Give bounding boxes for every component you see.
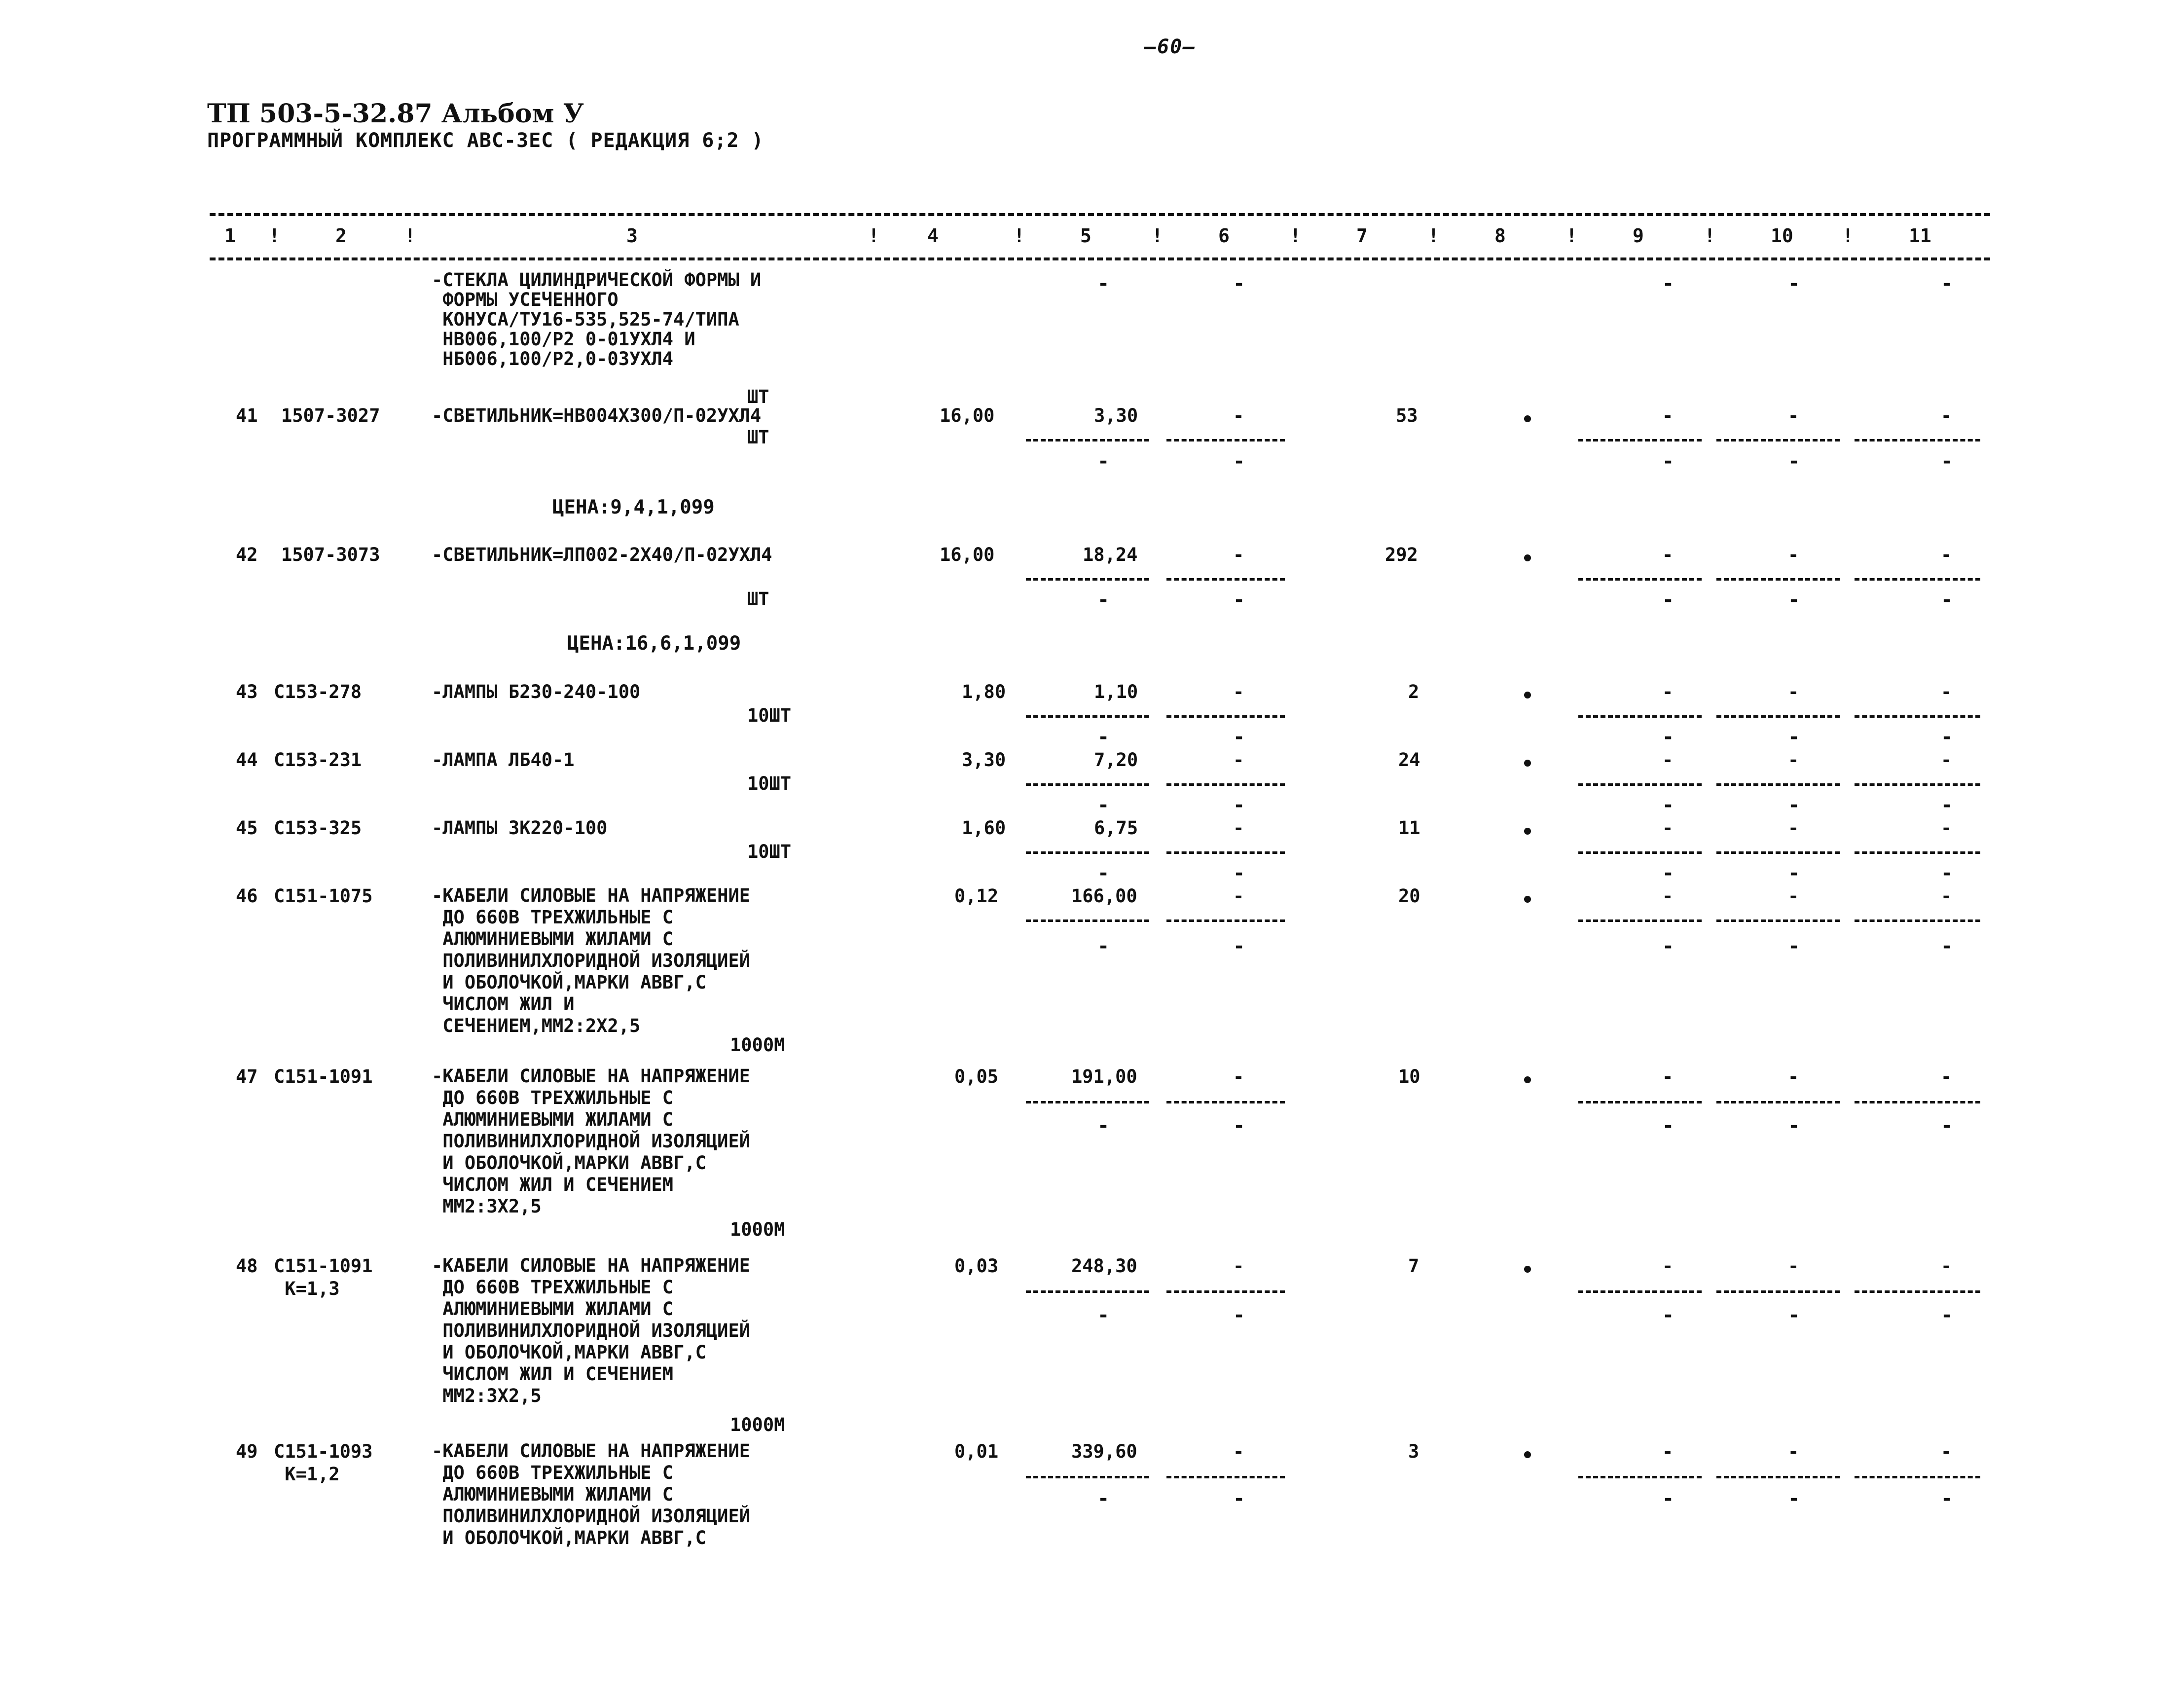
row-code: С151-1091 К=1,3: [274, 1255, 373, 1299]
row-col11: -: [1941, 544, 1952, 565]
row-col4: 1,80: [962, 681, 1006, 702]
row-col8-marker: [1524, 896, 1531, 903]
row-col7: 53: [1396, 405, 1418, 426]
row-col9: -: [1662, 544, 1674, 565]
row-col11: -: [1941, 749, 1952, 771]
row-number: 44: [236, 749, 258, 771]
row-code: С151-1091: [274, 1066, 373, 1087]
row-col8-marker: [1524, 1266, 1531, 1273]
row-col8-marker: [1524, 1451, 1531, 1458]
col-header-8: 8: [1494, 225, 1506, 247]
row-col11: -: [1941, 817, 1952, 839]
row-number: 42: [236, 544, 258, 565]
row-unit: ШТ: [747, 588, 769, 610]
row-name: -ЛАМПЫ ЗК220-100: [432, 817, 608, 839]
row-col9: -: [1662, 817, 1674, 839]
row-col7: 24: [1398, 749, 1420, 771]
row-col7: 11: [1398, 817, 1420, 839]
row-col7: 3: [1408, 1441, 1420, 1462]
row-col10: -: [1788, 885, 1799, 907]
row-price: ЦЕНА:16,6,1,099: [567, 632, 741, 655]
row-col7: 2: [1408, 681, 1420, 702]
row-code: 1507-3073: [281, 544, 380, 565]
row-col11: -: [1941, 681, 1952, 702]
row-unit: 1000М: [730, 1034, 785, 1056]
row-col4: 16,00: [940, 405, 995, 426]
row-col6: -: [1233, 1066, 1244, 1087]
col-header-5: 5: [1080, 225, 1092, 247]
col-header-9: 9: [1633, 225, 1644, 247]
row-number: 47: [236, 1066, 258, 1087]
row-col6: -: [1233, 885, 1244, 907]
row-code: С153-278: [274, 681, 362, 702]
row-col9: -: [1662, 885, 1674, 907]
row-col7: 20: [1398, 885, 1420, 907]
row-col4: 16,00: [940, 544, 995, 565]
row-name: -ЛАМПЫ Б230-240-100: [432, 681, 641, 702]
row-col11: -: [1941, 1255, 1952, 1277]
row-col6: -: [1233, 817, 1244, 839]
row-col5: 6,75: [1094, 817, 1138, 839]
row-unit: 1000М: [730, 1414, 785, 1435]
page-number: —60—: [1144, 36, 1196, 58]
row-col6: -: [1233, 405, 1244, 426]
table-top-rule: [210, 213, 1990, 216]
row-col5: 248,30: [1071, 1255, 1137, 1277]
row-col8-marker: [1524, 415, 1531, 422]
row-col10: -: [1788, 681, 1799, 702]
row-name: -КАБЕЛИ СИЛОВЫЕ НА НАПРЯЖЕНИЕ ДО 660В ТРЕХЖИЛЬНЫЕ С АЛЮМИНИЕВЫМИ ЖИЛАМИ С ПОЛИВИНИЛХЛОРИДНОЙ ИЗОЛЯЦИЕЙ И ОБОЛОЧКОЙ,МАРКИ АВВГ,С ЧИСЛОМ ЖИЛ И СЕЧЕНИЕМ,ММ2:2Х2,5: [432, 885, 751, 1036]
row-col9: -: [1662, 1441, 1674, 1462]
row-col5: 166,00: [1071, 885, 1137, 907]
col-header-10: 10: [1771, 225, 1793, 247]
row-col5: 191,00: [1071, 1066, 1137, 1087]
col-header-2: 2: [335, 225, 347, 247]
row-col10: -: [1788, 749, 1799, 771]
row-col4: 0,12: [954, 885, 999, 907]
row-number: 45: [236, 817, 258, 839]
row-col8-marker: [1524, 692, 1531, 698]
row-code: С153-325: [274, 817, 362, 839]
document-subtitle: ПРОГРАММНЫЙ КОМПЛЕКС АВС-ЗЕС ( РЕДАКЦИЯ 6;2 ): [207, 129, 764, 152]
row-col8-marker: [1524, 1076, 1531, 1083]
row-col11: -: [1941, 1441, 1952, 1462]
row-col6: -: [1233, 681, 1244, 702]
row-col4: 1,60: [962, 817, 1006, 839]
row-number: 43: [236, 681, 258, 702]
row-name: -СВЕТИЛЬНИК=ЛП002-2Х40/П-02УХЛ4: [432, 544, 772, 565]
row-col11: -: [1941, 885, 1952, 907]
row-col10: -: [1788, 817, 1799, 839]
row-col6: -: [1233, 749, 1244, 771]
row-col8-marker: [1524, 828, 1531, 835]
row-col10: -: [1788, 1441, 1799, 1462]
row-name: -КАБЕЛИ СИЛОВЫЕ НА НАПРЯЖЕНИЕ ДО 660В ТРЕХЖИЛЬНЫЕ С АЛЮМИНИЕВЫМИ ЖИЛАМИ С ПОЛИВИНИЛХЛОРИДНОЙ ИЗОЛЯЦИЕЙ И ОБОЛОЧКОЙ,МАРКИ АВВГ,С ЧИСЛОМ ЖИЛ И СЕЧЕНИЕМ ММ2:3Х2,5: [432, 1255, 751, 1406]
row-col4: 0,01: [954, 1441, 999, 1462]
row-col5: 3,30: [1094, 405, 1138, 426]
col-header-7: 7: [1356, 225, 1368, 247]
document-title: ТП 503-5-32.87 Альбом У: [207, 99, 584, 129]
row-name: -КАБЕЛИ СИЛОВЫЕ НА НАПРЯЖЕНИЕ ДО 660В ТРЕХЖИЛЬНЫЕ С АЛЮМИНИЕВЫМИ ЖИЛАМИ С ПОЛИВИНИЛХЛОРИДНОЙ ИЗОЛЯЦИЕЙ И ОБОЛОЧКОЙ,МАРКИ АВВГ,С: [432, 1440, 751, 1548]
row-col5: 18,24: [1083, 544, 1138, 565]
row-number: 48: [236, 1255, 258, 1277]
col-header-11: 11: [1909, 225, 1931, 247]
row-col11: -: [1941, 1066, 1952, 1087]
col-header-4: 4: [927, 225, 939, 247]
row-col9: -: [1662, 681, 1674, 702]
row-col7: 10: [1398, 1066, 1420, 1087]
row-col7: 292: [1385, 544, 1418, 565]
row-unit: 10ШТ: [747, 705, 792, 726]
row-number: 49: [236, 1441, 258, 1462]
continuation-unit: ШТ: [747, 386, 769, 407]
row-code: С151-1075: [274, 885, 373, 907]
row-col5: 1,10: [1094, 681, 1138, 702]
row-col11: -: [1941, 405, 1952, 426]
row-code: 1507-3027: [281, 405, 380, 426]
row-unit: 10ШТ: [747, 841, 792, 862]
row-col5: 7,20: [1094, 749, 1138, 771]
row-col5: 339,60: [1071, 1441, 1137, 1462]
row-col7: 7: [1408, 1255, 1420, 1277]
row-col6: -: [1233, 544, 1244, 565]
row-number: 41: [236, 405, 258, 426]
col-header-1: 1: [224, 225, 236, 247]
row-col9: -: [1662, 749, 1674, 771]
row-name: -ЛАМПА ЛБ40-1: [432, 749, 575, 771]
col-header-3: 3: [626, 225, 638, 247]
row-col10: -: [1788, 544, 1799, 565]
row-col8-marker: [1524, 554, 1531, 561]
row-name: -КАБЕЛИ СИЛОВЫЕ НА НАПРЯЖЕНИЕ ДО 660В ТРЕХЖИЛЬНЫЕ С АЛЮМИНИЕВЫМИ ЖИЛАМИ С ПОЛИВИНИЛХЛОРИДНОЙ ИЗОЛЯЦИЕЙ И ОБОЛОЧКОЙ,МАРКИ АВВГ,С ЧИСЛОМ ЖИЛ И СЕЧЕНИЕМ ММ2:3Х2,5: [432, 1065, 751, 1217]
row-col4: 0,05: [954, 1066, 999, 1087]
row-col9: -: [1662, 405, 1674, 426]
row-price: ЦЕНА:9,4,1,099: [552, 496, 715, 518]
row-unit: ШТ: [747, 427, 769, 448]
row-col10: -: [1788, 1255, 1799, 1277]
row-unit: 1000М: [730, 1219, 785, 1240]
row-col6: -: [1233, 1441, 1244, 1462]
row-col4: 3,30: [962, 749, 1006, 771]
row-col4: 0,03: [954, 1255, 999, 1277]
row-col9: -: [1662, 1255, 1674, 1277]
row-col10: -: [1788, 405, 1799, 426]
continuation-text: -СТЕКЛА ЦИЛИНДРИЧЕСКОЙ ФОРМЫ И ФОРМЫ УСЕЧЕННОГО КОНУСА/ТУ16-535,525-74/ТИПА НВ006,100/Р2 0-01УХЛ4 И НБ006,100/Р2,0-03УХЛ4: [432, 269, 762, 369]
row-number: 46: [236, 885, 258, 907]
row-code: С151-1093 К=1,2: [274, 1441, 373, 1485]
row-col6: -: [1233, 1255, 1244, 1277]
row-name: -СВЕТИЛЬНИК=НВ004Х300/П-02УХЛ4: [432, 405, 762, 426]
col-header-6: 6: [1218, 225, 1230, 247]
table-header-rule: [210, 257, 1990, 260]
row-unit: 10ШТ: [747, 773, 792, 794]
row-code: С153-231: [274, 749, 362, 771]
row-col8-marker: [1524, 760, 1531, 767]
row-col10: -: [1788, 1066, 1799, 1087]
row-col9: -: [1662, 1066, 1674, 1087]
